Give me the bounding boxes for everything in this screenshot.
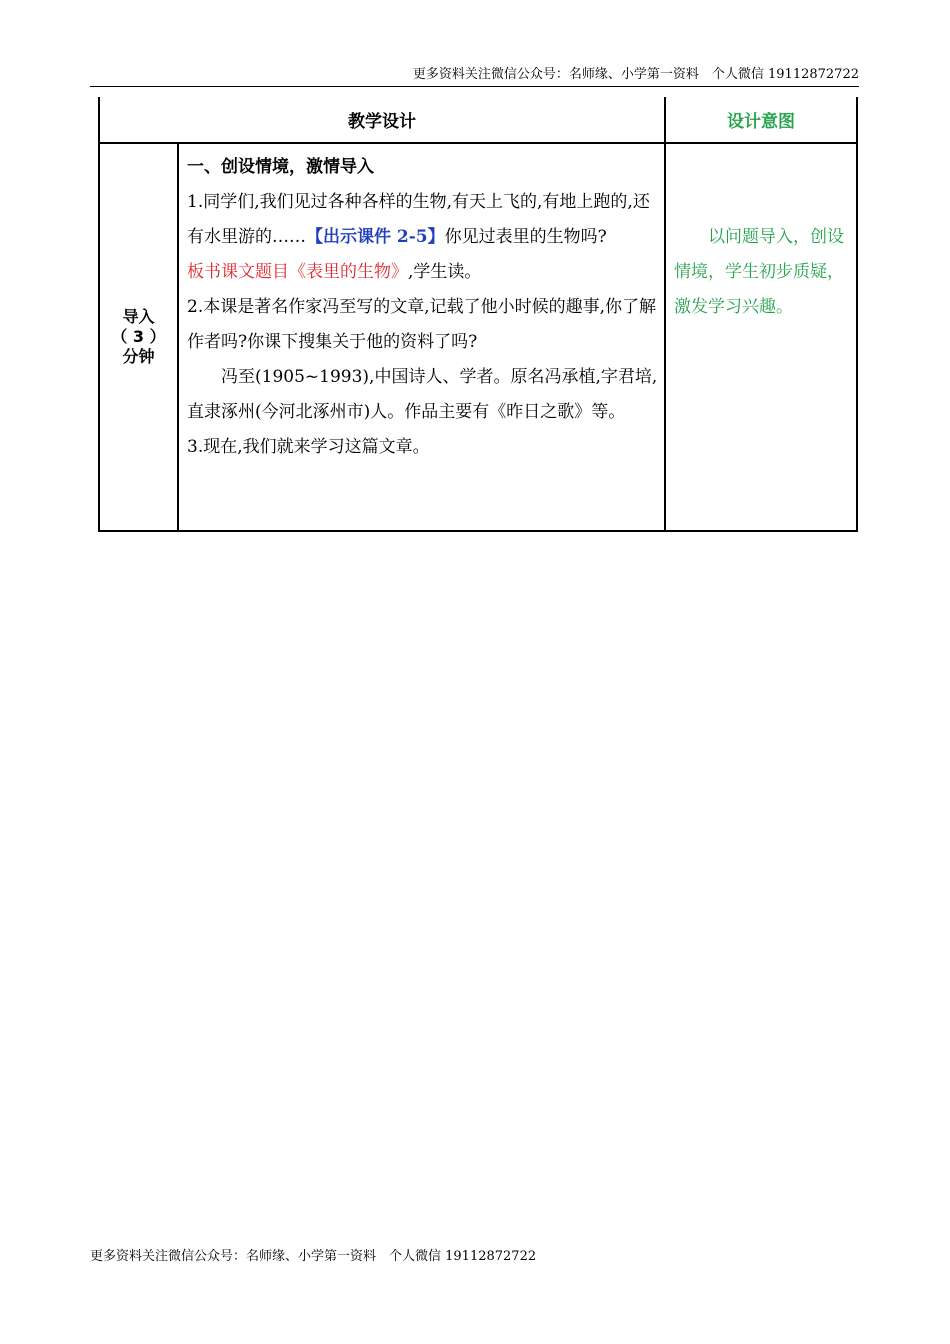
paragraph-5: 3.现在,我们就来学习这篇文章。 — [187, 437, 430, 457]
stage-cell — [99, 143, 178, 531]
author-bio: 冯至(1905~1993),中国诗人、学者。原名冯承植,字君培,直隶涿州(今河北涿州市)人。作品主要有《昨日之歌》等。 — [187, 367, 658, 422]
paragraph-2 — [187, 255, 662, 290]
section-title: 一、创设情境，激情导入 — [187, 157, 374, 177]
intent-column-header: 设计意图 — [665, 97, 857, 143]
stage-unit: 分钟 — [122, 347, 155, 366]
page-header: 更多资料关注微信公众号：名师缘、小学第一资料 个人微信 19112872722 — [90, 66, 859, 87]
paragraph-3: 2.本课是著名作家冯至写的文章,记载了他小时候的趣事,你了解作者吗?你课下搜集关于他的资料了吗? — [187, 297, 657, 352]
design-column-header: 教学设计 — [99, 97, 665, 143]
stage-duration: （ 3 ） — [111, 327, 166, 346]
paragraph-1-text: 1.同学们,我们见过各种各样的生物,有天上飞的,有地上跑的,还有水里游的…… — [187, 192, 650, 247]
board-title-note: 板书课文题目《表里的生物》 — [187, 262, 408, 282]
design-content-cell — [178, 143, 665, 531]
courseware-link: 【出示课件 2-5】 — [306, 227, 445, 247]
paragraph-2-tail: ,学生读。 — [408, 262, 482, 282]
paragraph-1-tail: 你见过表里的生物吗? — [444, 227, 607, 247]
paragraph-1 — [187, 185, 662, 255]
table-header-row — [99, 97, 857, 143]
page-footer: 更多资料关注微信公众号：名师缘、小学第一资料 个人微信 19112872722 — [90, 1249, 537, 1264]
stage-name: 导入 — [122, 307, 155, 326]
lesson-plan-table — [98, 97, 858, 532]
design-intent-cell: 以问题导入，创设情境，学生初步质疑，激发学习兴趣。 — [665, 143, 857, 531]
table-row — [99, 143, 857, 531]
